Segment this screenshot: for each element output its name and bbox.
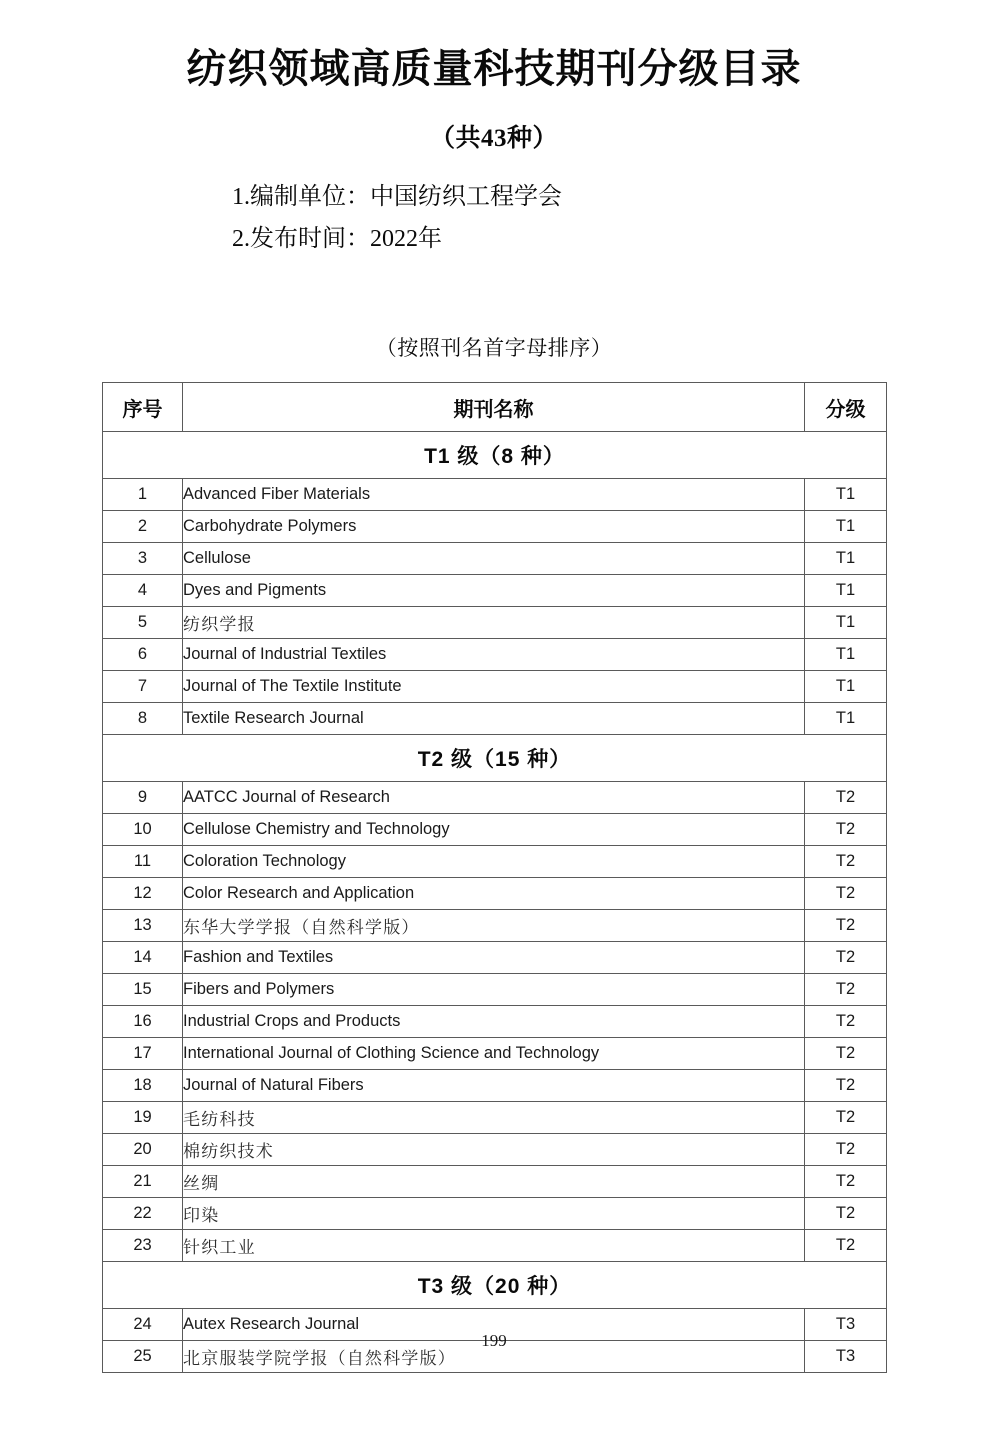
- cell-index: 17: [103, 1038, 183, 1070]
- cell-grade: T2: [805, 1102, 887, 1134]
- column-header-number: 序号: [103, 383, 183, 432]
- table-row: [103, 910, 887, 942]
- cell-journal-name: 棉纺织技术: [183, 1134, 805, 1166]
- cell-index: 20: [103, 1134, 183, 1166]
- cell-journal-name: 纺织学报: [183, 607, 805, 639]
- meta-line-compiler: 1.编制单位：中国纺织工程学会: [232, 184, 562, 210]
- cell-index: 22: [103, 1198, 183, 1230]
- cell-journal-name: Fashion and Textiles: [183, 942, 805, 974]
- cell-index: 5: [103, 607, 183, 639]
- table-section-header-row: [103, 1262, 887, 1309]
- cell-grade: T2: [805, 782, 887, 814]
- cell-index: 10: [103, 814, 183, 846]
- cell-grade: T1: [805, 703, 887, 735]
- cell-grade: T2: [805, 1038, 887, 1070]
- cell-journal-name: 丝绸: [183, 1166, 805, 1198]
- cell-journal-name: 毛纺科技: [183, 1102, 805, 1134]
- cell-grade: T2: [805, 814, 887, 846]
- table-header: [103, 383, 887, 432]
- cell-index: 6: [103, 639, 183, 671]
- table-row: [103, 878, 887, 910]
- table-row: [103, 543, 887, 575]
- cell-index: 2: [103, 511, 183, 543]
- cell-journal-name: Journal of The Textile Institute: [183, 671, 805, 703]
- table-row: [103, 1038, 887, 1070]
- cell-journal-name: Cellulose Chemistry and Technology: [183, 814, 805, 846]
- cell-grade: T1: [805, 575, 887, 607]
- cell-journal-name: 北京服装学院学报（自然科学版）: [183, 1341, 805, 1373]
- cell-grade: T2: [805, 942, 887, 974]
- table-row: [103, 703, 887, 735]
- table-row: [103, 575, 887, 607]
- cell-journal-name: AATCC Journal of Research: [183, 782, 805, 814]
- cell-index: 19: [103, 1102, 183, 1134]
- cell-index: 7: [103, 671, 183, 703]
- table-row: [103, 1198, 887, 1230]
- table-row: [103, 1102, 887, 1134]
- cell-index: 14: [103, 942, 183, 974]
- cell-journal-name: Autex Research Journal: [183, 1309, 805, 1341]
- table-row: [103, 846, 887, 878]
- table-header-row: [103, 383, 887, 432]
- cell-grade: T2: [805, 878, 887, 910]
- table-row: [103, 814, 887, 846]
- cell-index: 21: [103, 1166, 183, 1198]
- table-row: [103, 639, 887, 671]
- cell-index: 11: [103, 846, 183, 878]
- cell-grade: T1: [805, 639, 887, 671]
- column-header-grade: 分级: [805, 383, 887, 432]
- cell-journal-name: Carbohydrate Polymers: [183, 511, 805, 543]
- cell-grade: T2: [805, 846, 887, 878]
- page-subtitle: （共43种）: [429, 125, 558, 152]
- table-row: [103, 942, 887, 974]
- cell-index: 4: [103, 575, 183, 607]
- table-section-header-row: [103, 735, 887, 782]
- cell-index: 1: [103, 479, 183, 511]
- table-row: [103, 782, 887, 814]
- cell-journal-name: Advanced Fiber Materials: [183, 479, 805, 511]
- cell-journal-name: Color Research and Application: [183, 878, 805, 910]
- cell-grade: T1: [805, 543, 887, 575]
- cell-grade: T1: [805, 607, 887, 639]
- journal-table-container: [102, 362, 886, 1373]
- cell-index: 16: [103, 1006, 183, 1038]
- cell-index: 13: [103, 910, 183, 942]
- cell-journal-name: Coloration Technology: [183, 846, 805, 878]
- document-meta: [0, 154, 988, 260]
- table-row: [103, 1230, 887, 1262]
- cell-grade: T1: [805, 511, 887, 543]
- table-row: [103, 1134, 887, 1166]
- meta-line-release-date: 2.发布时间：2022年: [232, 226, 442, 252]
- cell-index: 23: [103, 1230, 183, 1262]
- cell-index: 9: [103, 782, 183, 814]
- cell-journal-name: 东华大学学报（自然科学版）: [183, 910, 805, 942]
- cell-grade: T1: [805, 479, 887, 511]
- table-row: [103, 607, 887, 639]
- cell-index: 12: [103, 878, 183, 910]
- cell-journal-name: 针织工业: [183, 1230, 805, 1262]
- cell-grade: T2: [805, 910, 887, 942]
- cell-grade: T2: [805, 1006, 887, 1038]
- cell-grade: T1: [805, 671, 887, 703]
- cell-index: 25: [103, 1341, 183, 1373]
- cell-journal-name: Industrial Crops and Products: [183, 1006, 805, 1038]
- cell-grade: T2: [805, 1134, 887, 1166]
- table-section-header: T1 级（8 种）: [103, 432, 887, 479]
- table-section-header-row: [103, 432, 887, 479]
- cell-journal-name: Fibers and Polymers: [183, 974, 805, 1006]
- cell-journal-name: 印染: [183, 1198, 805, 1230]
- sort-order-note: （按照刊名首字母排序）: [375, 336, 613, 360]
- table-row: [103, 1006, 887, 1038]
- journal-table: [102, 382, 887, 1373]
- table-body: [103, 432, 887, 1373]
- cell-journal-name: Journal of Industrial Textiles: [183, 639, 805, 671]
- cell-grade: T2: [805, 1166, 887, 1198]
- cell-index: 24: [103, 1309, 183, 1341]
- table-section-header: T2 级（15 种）: [103, 735, 887, 782]
- cell-grade: T2: [805, 1070, 887, 1102]
- table-row: [103, 1166, 887, 1198]
- page-title: 纺织领域高质量科技期刊分级目录: [186, 47, 802, 91]
- column-header-journal-name: 期刊名称: [183, 383, 805, 432]
- cell-grade: T2: [805, 974, 887, 1006]
- cell-index: 3: [103, 543, 183, 575]
- cell-journal-name: Textile Research Journal: [183, 703, 805, 735]
- table-row: [103, 511, 887, 543]
- cell-grade: T3: [805, 1341, 887, 1373]
- cell-journal-name: International Journal of Clothing Science and Technology: [183, 1038, 805, 1070]
- table-section-header: T3 级（20 种）: [103, 1262, 887, 1309]
- table-row: [103, 479, 887, 511]
- cell-index: 18: [103, 1070, 183, 1102]
- page-number: 199: [481, 1331, 507, 1350]
- cell-journal-name: Journal of Natural Fibers: [183, 1070, 805, 1102]
- table-row: [103, 974, 887, 1006]
- cell-grade: T2: [805, 1198, 887, 1230]
- table-row: [103, 1070, 887, 1102]
- cell-index: 15: [103, 974, 183, 1006]
- cell-grade: T2: [805, 1230, 887, 1262]
- cell-journal-name: Dyes and Pigments: [183, 575, 805, 607]
- cell-grade: T3: [805, 1309, 887, 1341]
- table-row: [103, 671, 887, 703]
- cell-index: 8: [103, 703, 183, 735]
- cell-journal-name: Cellulose: [183, 543, 805, 575]
